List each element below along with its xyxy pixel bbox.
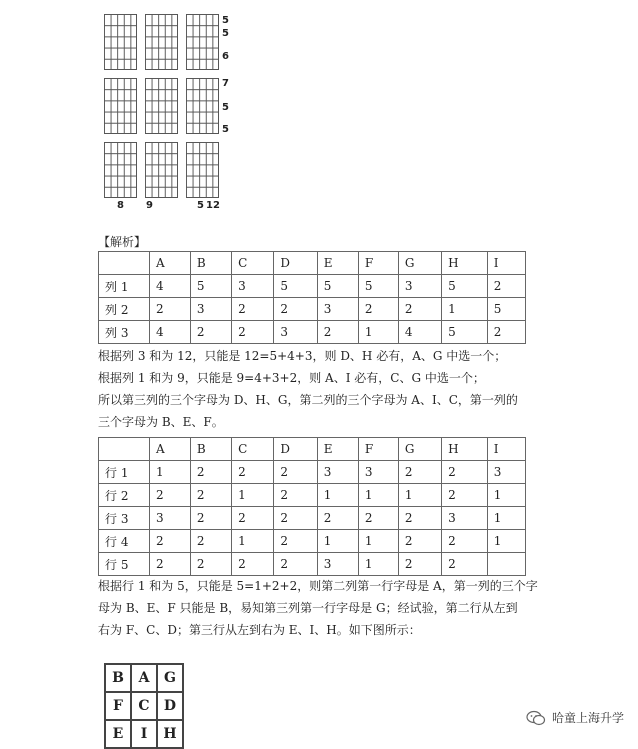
text-line: 三个字母为 B、E、F。 (98, 415, 224, 429)
table-cell: 4 (398, 321, 441, 344)
right-clue: 6 (222, 51, 229, 62)
table-cell: 2 (358, 298, 398, 321)
table-cell: 5 (442, 321, 488, 344)
table-cell: 1 (232, 484, 274, 507)
table-cell: H (442, 438, 488, 461)
text-line: 母为 B、E、F 只能是 B，易知第三列第一行字母是 G；经试验，第二行从左到 (98, 601, 518, 615)
table-cell: 2 (190, 461, 231, 484)
table-cell: 1 (317, 484, 358, 507)
table-cell: F (358, 438, 398, 461)
table-cell: 行 4 (99, 530, 150, 553)
table-cell: 2 (150, 553, 191, 576)
right-clue: 5 (222, 15, 229, 26)
answer-cell: G (157, 664, 183, 692)
table-row (99, 484, 526, 507)
answer-cell: I (131, 720, 157, 748)
answer-grid (104, 663, 184, 749)
grid-cell (104, 78, 137, 134)
table-cell: 1 (358, 321, 398, 344)
grid-cell (186, 142, 219, 198)
table-cell: A (150, 252, 191, 275)
table-cell: 3 (442, 507, 488, 530)
text-line: 右为 F、C、D；第三行从左到右为 E、I、H。如下图所示： (98, 623, 421, 637)
table-cell: 2 (317, 507, 358, 530)
table-cell: 1 (487, 530, 525, 553)
table-cell: 1 (358, 553, 398, 576)
table-cell: 5 (317, 275, 358, 298)
table-cell: 2 (232, 321, 274, 344)
analysis-paragraph-2 (98, 575, 538, 641)
table-cell: 1 (232, 530, 274, 553)
table-cell: 3 (150, 507, 191, 530)
table-cell: 2 (150, 298, 191, 321)
table-cell: H (442, 252, 488, 275)
table-header (99, 252, 526, 275)
table-cell: 2 (358, 507, 398, 530)
table-cell: 2 (487, 321, 525, 344)
table-cell: G (398, 252, 441, 275)
table-cell: 2 (398, 530, 441, 553)
table-cell: D (274, 252, 317, 275)
table-row (99, 461, 526, 484)
footer-text: 哈童上海升学 (552, 711, 625, 725)
table-cell: 3 (398, 275, 441, 298)
text-line: 根据列 3 和为 12，只能是 12=5+4+3，则 D、H 必有，A、G 中选一个； (98, 349, 507, 363)
table-cell: 2 (232, 553, 274, 576)
table-cell: 3 (317, 553, 358, 576)
answer-row (105, 664, 183, 692)
table-cell: 2 (190, 553, 231, 576)
table-cell: 列 1 (99, 275, 150, 298)
table-cell: 行 3 (99, 507, 150, 530)
table-cell: 2 (150, 484, 191, 507)
grid-cell (186, 78, 219, 134)
table-cell: 2 (442, 461, 488, 484)
bottom-clue: 5 (197, 200, 204, 211)
table-cell: 2 (442, 530, 488, 553)
table-cell: 4 (150, 275, 191, 298)
table-cell: 2 (190, 484, 231, 507)
table-cell: 2 (232, 507, 274, 530)
table-cell: 3 (317, 298, 358, 321)
table-cell: 4 (150, 321, 191, 344)
answer-row (105, 692, 183, 720)
right-clue: 5 (222, 28, 229, 39)
table-cell: 2 (190, 321, 231, 344)
table-cell: C (232, 438, 274, 461)
table-cell: G (398, 438, 441, 461)
table-cell: 1 (358, 484, 398, 507)
table-cell: I (487, 252, 525, 275)
grid-cell (104, 142, 137, 198)
table-cell: 1 (317, 530, 358, 553)
grid-cell (186, 14, 219, 70)
text-line: 所以第三列的三个字母为 D、H、G，第二列的三个字母为 A、I、C，第一列的 (98, 393, 518, 407)
table-cell: F (358, 252, 398, 275)
table-cell: 2 (398, 553, 441, 576)
grid-cell (145, 142, 178, 198)
analysis-paragraph-1 (98, 345, 538, 433)
table-cell (487, 553, 525, 576)
puzzle-grids (104, 14, 224, 204)
table-cell: 1 (442, 298, 488, 321)
table-cell: 1 (358, 530, 398, 553)
table-cell: 2 (442, 484, 488, 507)
grid-cell (145, 14, 178, 70)
answer-cell: C (131, 692, 157, 720)
right-clue: 7 (222, 78, 229, 89)
table-cell (99, 252, 150, 275)
table-cell: 3 (190, 298, 231, 321)
bottom-clue: 9 (146, 200, 153, 211)
table-cell: E (317, 252, 358, 275)
table-cell: 2 (274, 298, 317, 321)
table-row (99, 553, 526, 576)
bottom-clue: 12 (206, 200, 220, 211)
table-cell: 5 (442, 275, 488, 298)
answer-cell: H (157, 720, 183, 748)
table-cell: 5 (190, 275, 231, 298)
table-cell: B (190, 252, 231, 275)
answer-cell: E (105, 720, 131, 748)
table-header (99, 438, 526, 461)
row-table (98, 437, 526, 576)
right-clue: 5 (222, 102, 229, 113)
table-cell: 1 (487, 484, 525, 507)
text-line: 根据列 1 和为 9，只能是 9=4+3+2，则 A、I 必有，C、G 中选一个； (98, 371, 485, 385)
table-cell: D (274, 438, 317, 461)
table-cell: 2 (398, 507, 441, 530)
table-row (99, 298, 526, 321)
table-cell: 2 (274, 530, 317, 553)
table-cell: 3 (232, 275, 274, 298)
table-cell: 2 (150, 530, 191, 553)
table-cell: 2 (274, 484, 317, 507)
table-cell: 2 (232, 298, 274, 321)
footer-watermark (526, 709, 624, 726)
table-cell: 3 (487, 461, 525, 484)
table-cell: 列 2 (99, 298, 150, 321)
table-cell: 2 (487, 275, 525, 298)
table-row (99, 275, 526, 298)
table-cell: 2 (274, 461, 317, 484)
table-cell: 2 (317, 321, 358, 344)
table-cell: 2 (274, 507, 317, 530)
table-cell: 3 (274, 321, 317, 344)
bottom-clue: 8 (117, 200, 124, 211)
analysis-heading: 【解析】 (98, 235, 147, 249)
table-cell: 2 (232, 461, 274, 484)
table-cell: 5 (274, 275, 317, 298)
table-cell: 行 2 (99, 484, 150, 507)
table-cell: A (150, 438, 191, 461)
answer-cell: B (105, 664, 131, 692)
answer-row (105, 720, 183, 748)
table-cell (99, 438, 150, 461)
table-cell: 行 1 (99, 461, 150, 484)
table-cell: 行 5 (99, 553, 150, 576)
table-cell: B (190, 438, 231, 461)
table-cell: I (487, 438, 525, 461)
table-cell: 1 (398, 484, 441, 507)
right-clue: 5 (222, 124, 229, 135)
table-cell: 5 (487, 298, 525, 321)
answer-cell: D (157, 692, 183, 720)
table-cell: 2 (190, 530, 231, 553)
table-row (99, 507, 526, 530)
table-cell: 1 (150, 461, 191, 484)
table-cell: C (232, 252, 274, 275)
table-cell: 3 (317, 461, 358, 484)
wechat-icon (526, 710, 546, 726)
table-cell: 列 3 (99, 321, 150, 344)
table-cell: 2 (190, 507, 231, 530)
table-cell: 2 (442, 553, 488, 576)
column-table (98, 251, 526, 344)
grid-cell (145, 78, 178, 134)
table-cell: 2 (398, 298, 441, 321)
table-cell: 3 (358, 461, 398, 484)
table-cell: 2 (274, 553, 317, 576)
table-cell: 1 (487, 507, 525, 530)
answer-cell: A (131, 664, 157, 692)
table-row (99, 321, 526, 344)
table-cell: 2 (398, 461, 441, 484)
table-cell: E (317, 438, 358, 461)
grid-cell (104, 14, 137, 70)
answer-cell: F (105, 692, 131, 720)
table-cell: 5 (358, 275, 398, 298)
table-row (99, 530, 526, 553)
text-line: 根据行 1 和为 5，只能是 5=1+2+2，则第二列第一行字母是 A，第一列的三个字 (98, 579, 538, 593)
